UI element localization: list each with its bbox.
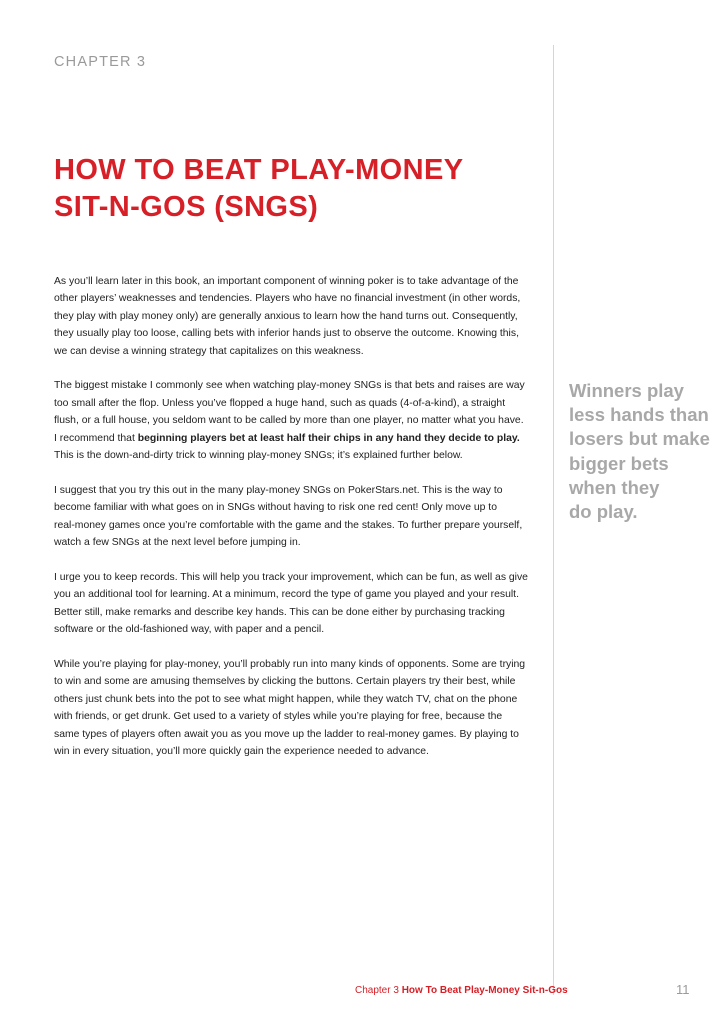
text-line: you an additional tool for learning. At a minimum, record the type of game you played and your result. [54, 589, 519, 601]
text-line: other players’ weaknesses and tendencies. Players who have no financial investment (in other words, [54, 293, 521, 305]
page-number: 11 [676, 982, 690, 997]
paragraph-4 [54, 569, 528, 639]
paragraph-3 [54, 482, 524, 552]
text-line: flush, or a full house, you seldom want to be called by more than one player, no matter what you have. [54, 415, 524, 427]
text-line: they play with play money only) are generally anxious to learn how the hand turns out. Consequently, [54, 310, 518, 322]
page-title-line-2: SIT-N-GOS (SNGS) [54, 191, 319, 223]
pull-quote-line: Winners play [569, 380, 684, 401]
text-line: watch a few SNGs at the next level before jumping in. [54, 537, 301, 549]
text-line: with friends, or get drunk. Get used to a variety of styles while you’re playing for free, because the [54, 711, 503, 723]
pull-quote-line: losers but make [569, 428, 710, 450]
body-text [54, 273, 528, 778]
text-line: to win and some are amusing themselves by clicking the buttons. Certain players try their best, while [54, 676, 516, 688]
text-line: others just chunk bets into the pot to see what might happen, while they watch TV, chat on the phone [54, 693, 518, 705]
emphasis-prefix: I recommend that [54, 432, 138, 444]
pull-quote-line: when they [569, 476, 660, 498]
running-footer [355, 985, 568, 996]
text-line: The biggest mistake I commonly see when watching play-money SNGs is that bets and raises are way [54, 380, 525, 392]
pull-quote [569, 379, 719, 524]
text-line: This is the down-and-dirty trick to winning play-money SNGs; it’s explained further below. [54, 450, 463, 462]
text-line: too small after the flop. Unless you’ve flopped a huge hand, such as quads (4-of-a-kind), a straight [54, 397, 506, 409]
text-line: While you’re playing for play-money, you’ll probably run into many kinds of opponents. Some are trying [54, 658, 526, 670]
pull-quote-line: less hands than [569, 404, 709, 426]
text-line: I urge you to keep records. This will help you track your improvement, which can be fun, as well as give [54, 571, 528, 583]
pull-quote-line: bigger bets [569, 452, 669, 474]
paragraph-2 [54, 377, 524, 464]
footer-title: How To Beat Play-Money Sit-n-Gos [401, 985, 568, 996]
text-line: win in every situation, you’ll more quickly gain the experience needed to advance. [54, 745, 429, 757]
paragraph-1 [54, 273, 524, 360]
text-line: real-money games once you’re comfortable with the game and the stakes. To further prepare yourself, [54, 519, 523, 531]
text-line: I suggest that you try this out in the many play-money SNGs on PokerStars.net. This is the way to [54, 484, 503, 496]
text-line-emphasis [54, 430, 524, 447]
text-line: we can devise a winning strategy that capitalizes on this weakness. [54, 345, 364, 357]
text-line: become familiar with what goes on in SNGs without having to risk one red cent! Only move up to [54, 502, 497, 514]
pull-quote-line: do play. [569, 501, 638, 523]
text-line: they usually play too loose, calling bets with inferior hands just to observe the outcome. Knowing this, [54, 328, 519, 340]
emphasis-bold: beginning players bet at least half their chips in any hand they decide to play. [137, 432, 520, 444]
footer-chapter: Chapter 3 [355, 985, 399, 996]
chapter-label: CHAPTER 3 [54, 54, 147, 70]
text-line: Better still, make remarks and describe key hands. This can be done either by purchasing tracking [54, 606, 505, 618]
text-line: software or the old-fashioned way, with paper and a pencil. [54, 624, 325, 636]
text-line: As you’ll learn later in this book, an important component of winning poker is to take advantage of the [54, 276, 519, 287]
page-title-line-1: HOW TO BEAT PLAY-MONEY [54, 154, 464, 186]
text-line: same types of players often await you as you move up the ladder to real-money games. By playing to [54, 728, 519, 740]
paragraph-5 [54, 656, 524, 760]
column-divider [553, 45, 554, 995]
page-title [54, 152, 534, 226]
